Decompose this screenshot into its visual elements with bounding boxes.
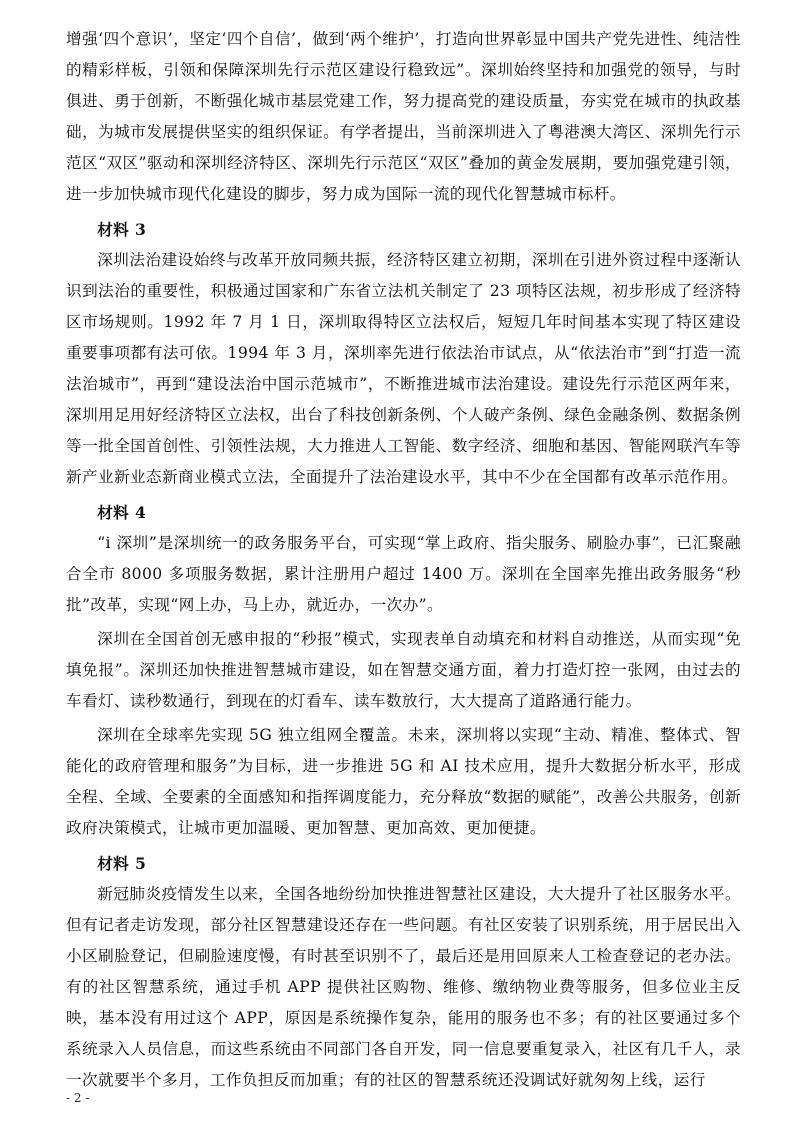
paragraph-material-5: 新冠肺炎疫情发生以来，全国各地纷纷加快推进智慧社区建设，大大提升了社区服务水平。但有记者走访发现，部分社区智慧建设还存在一些问题。有社区安装了识别系统，用于居民出入小区刷脸登记，但刷脸速度慢，有时甚至识别不了，最后还是用回原来人工检查登记的老办法。有的社区智慧系统，通过手机 APP 提供社区购物、维修、缴纳物业费等服务，但多位业主反映，基本没有用过这个 APP，原因是系统操作复杂，能用的服务也不多；有的社区要通过多个系统录入人员信息，而这些系统由不同部门各自开发，同一信息要重复录入，社区有几千人，录一次就要半个多月，工作负担反而加重；有的社区的智慧系统还没调试好就匆匆上线，运行 xyxy=(66,885,741,1089)
document-page xyxy=(66,0,741,1096)
page-number: - 2 - xyxy=(66,1091,90,1105)
paragraph-intro: 增强‘四个意识’，坚定‘四个自信’，做到‘两个维护’，打造向世界彰显中国共产党先进性、纯洁性的精彩样板，引领和保障深圳先行示范区建设行稳致远”。深圳始终坚持和加强党的领导，与时俱进、勇于创新，不断强化城市基层党建工作，努力提高党的建设质量，夯实党在城市的执政基础，为城市发展提供坚实的组织保证。有学者提出，当前深圳进入了粤港澳大湾区、深圳先行示范区“双区”驱动和深圳经济特区、深圳先行示范区“双区”叠加的黄金发展期，要加强党建引领，进一步加快城市现代化建设的脚步，努力成为国际一流的现代化智慧城市标杆。 xyxy=(66,30,741,203)
paragraph-material-4-2: 深圳在全国首创无感申报的“秒报”模式，实现表单自动填充和材料自动推送，从而实现“免填免报”。深圳还加快推进智慧城市建设，如在智慧交通方面，着力打造灯控一张网，由过去的车看灯、读秒数通行，到现在的灯看车、读车数放行，大大提高了道路通行能力。 xyxy=(66,630,741,710)
heading-material-3: 材料 3 xyxy=(97,220,147,239)
heading-material-5: 材料 5 xyxy=(97,854,147,873)
paragraph-material-3: 深圳法治建设始终与改革开放同频共振，经济特区建立初期，深圳在引进外资过程中逐渐认识到法治的重要性，积极通过国家和广东省立法机关制定了 23 项特区法规，初步形成了经济特区市场规则。1992 年 7 月 1 日，深圳取得特区立法权后，短短几年时间基本实现了特区建设重要事项都有法可依。1994 年 3 月，深圳率先进行依法治市试点，从“依法治市”到“打造一流法治城市”，再到“建设法治中国示范城市”，不断推进城市法治建设。建设先行示范区两年来，深圳用足用好经济特区立法权，出台了科技创新条例、个人破产条例、绿色金融条例、数据条例等一批全国首创性、引领性法规，大力推进人工智能、数字经济、细胞和基因、智能网联汽车等新产业新业态新商业模式立法，全面提升了法治建设水平，其中不少在全国都有改革示范作用。 xyxy=(66,251,741,486)
paragraph-material-4-3: 深圳在全球率先实现 5G 独立组网全覆盖。未来，深圳将以实现“主动、精准、整体式、智能化的政府管理和服务”为目标，进一步推进 5G 和 AI 技术应用，提升大数据分析水平，形成全程、全域、全要素的全面感知和指挥调度能力，充分释放“数据的赋能”，改善公共服务，创新政府决策模式，让城市更加温暖、更加智慧、更加高效、更加便捷。 xyxy=(66,726,741,837)
paragraph-material-4-1: “i 深圳”是深圳统一的政务服务平台，可实现“掌上政府、指尖服务、刷脸办事”，已汇聚融合全市 8000 多项服务数据，累计注册用户超过 1400 万。深圳在全国率先推出政务服务“秒批”改革，实现“网上办，马上办，就近办，一次办”。 xyxy=(66,534,741,614)
heading-material-4: 材料 4 xyxy=(97,503,147,522)
